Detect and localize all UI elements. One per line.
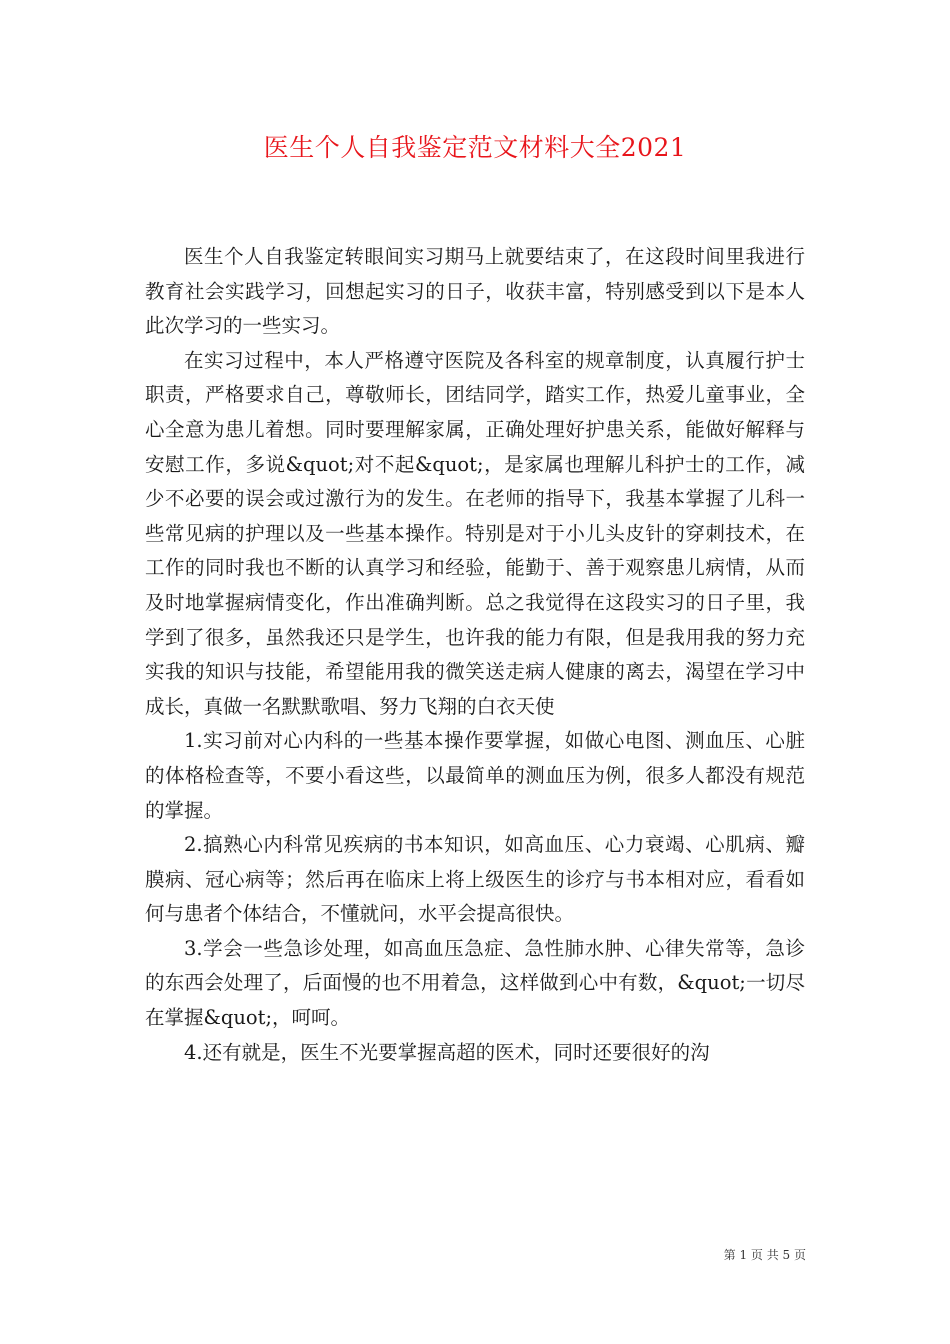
paragraph-item-3: 3.学会一些急诊处理，如高血压急症、急性肺水肿、心律失常等，急诊的东西会处理了，后面慢的也不用着急，这样做到心中有数，&quot;一切尽在掌握&quot;，呵呵。 (145, 936, 805, 1030)
paragraph-intro: 医生个人自我鉴定转眼间实习期马上就要结束了，在这段时间里我进行教育社会实践学习，回想起实习的日子，收获丰富，特别感受到以下是本人此次学习的一些实习。 (145, 245, 805, 338)
document-title: 医生个人自我鉴定范文材料大全2021 (263, 133, 687, 162)
document-body (145, 240, 805, 1070)
page-number: 第 1 页 共 5 页 (723, 1248, 806, 1262)
paragraph-internship-process: 在实习过程中，本人严格遵守医院及各科室的规章制度，认真履行护士职责，严格要求自己，尊敬师长，团结同学，踏实工作，热爱儿童事业，全心全意为患儿着想。同时要理解家属，正确处理好护患关系，能做好解释与安慰工作，多说&quot;对不起&quot;，是家属也理解儿科护士的工作，减少不必要的误会或过激行为的发生。在老师的指导下，我基本掌握了儿科一些常见病的护理以及一些基本操作。特别是对于小儿头皮针的穿刺技术，在工作的同时我也不断的认真学习和经验，能勤于、善于观察患儿病情，从而及时地掌握病情变化，作出准确判断。总之我觉得在这段实习的日子里，我学到了很多，虽然我还只是学生，也许我的能力有限，但是我用我的努力充实我的知识与技能，希望能用我的微笑送走病人健康的离去，渴望在学习中成长，真做一名默默歌唱、努力飞翔的白衣天使 (145, 348, 805, 718)
paragraph-item-4: 4.还有就是，医生不光要掌握高超的医术，同时还要很好的沟 (184, 1040, 710, 1064)
paragraph-item-1: 1.实习前对心内科的一些基本操作要掌握，如做心电图、测血压、心脏的体格检查等，不要小看这些，以最简单的测血压为例，很多人都没有规范的掌握。 (145, 729, 805, 822)
paragraph-item-2: 2.搞熟心内科常见疾病的书本知识，如高血压、心力衰竭、心肌病、瓣膜病、冠心病等；然后再在临床上将上级医生的诊疗与书本相对应，看看如何与患者个体结合，不懂就问，水平会提高很快。 (145, 833, 805, 926)
